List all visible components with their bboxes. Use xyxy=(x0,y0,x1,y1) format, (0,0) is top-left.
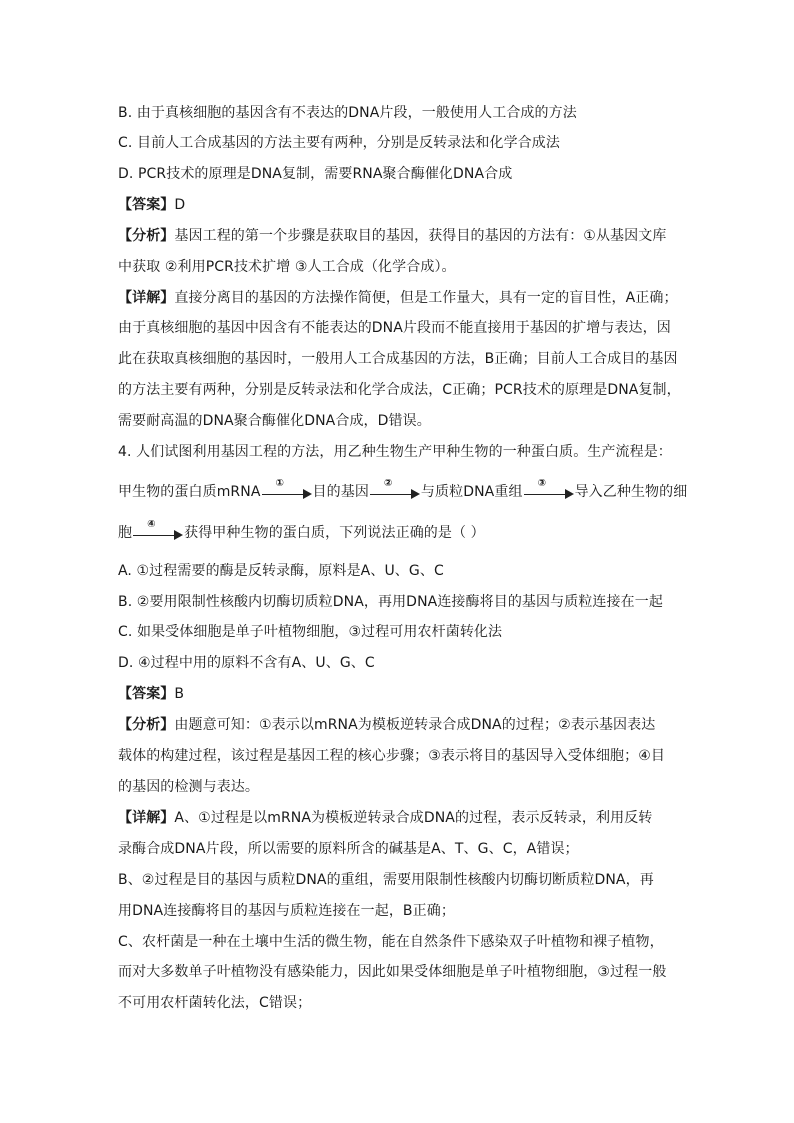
line-text: 而对大多数单子叶植物没有感染能力，因此如果受体细胞是单子叶植物细胞，③过程一般 xyxy=(118,964,667,980)
line-text: 此在获取真核细胞的基因时，一般用人工合成基因的方法，B正确；目前人工合成目的基因 xyxy=(118,351,678,367)
line-text: 4. 人们试图利用基因工程的方法，用乙种生物生产甲种生物的一种蛋白质。生产流程是： xyxy=(118,444,672,460)
text2-line-14 xyxy=(118,993,311,1013)
text2-line-1 xyxy=(118,592,663,612)
text2-line-8 xyxy=(118,808,652,828)
flow-arrow-3-label: ③ xyxy=(537,478,547,489)
text2-line-0 xyxy=(118,561,444,581)
line-text: B、②过程是目的基因与质粒DNA的重组，需要用限制性核酸内切酶切断质粒DNA，再 xyxy=(118,872,654,888)
line-text: C. 目前人工合成基因的方法主要有两种，分别是反转录法和化学合成法 xyxy=(118,135,560,151)
line-text: 由于真核细胞的基因中因含有不能表达的DNA片段而不能直接用于基因的扩增与表达，因 xyxy=(118,320,671,336)
text-line-3 xyxy=(118,195,185,215)
text-line-6 xyxy=(118,288,678,308)
text-line-8 xyxy=(118,349,678,369)
section-tag: 【详解】 xyxy=(118,810,175,826)
flow-line-2 xyxy=(118,519,485,543)
line-text: A. ①过程需要的酶是反转录酶，原料是A、U、G、C xyxy=(118,563,444,579)
text2-line-7 xyxy=(118,777,259,797)
flow-arrow-2-label: ② xyxy=(383,478,393,489)
text-line-7 xyxy=(118,318,671,338)
section-tag: 【详解】 xyxy=(118,290,175,306)
line-text: 中获取 ②利用PCR技术扩增 ③人工合成（化学合成）。 xyxy=(118,259,456,275)
flow-arrow-1-label: ① xyxy=(275,478,285,489)
flow-step-result: 获得甲种生物的蛋白质，下列说法正确的是（ ） xyxy=(184,525,485,541)
text2-line-11 xyxy=(118,901,455,921)
line-text: 不可用农杆菌转化法，C错误； xyxy=(118,995,312,1011)
line-text: B. ②要用限制性核酸内切酶切质粒DNA，再用DNA连接酶将目的基因与质粒连接在一起 xyxy=(118,594,663,610)
section-tag: 【分析】 xyxy=(118,717,175,733)
flow-step-cell: 胞 xyxy=(118,525,133,541)
text-line-5 xyxy=(118,257,456,277)
text2-line-12 xyxy=(118,932,664,952)
text2-line-5 xyxy=(118,715,655,735)
line-text: 载体的构建过程，该过程是基因工程的核心步骤；③表示将目的基因导入受体细胞；④目 xyxy=(118,748,665,764)
line-text: 基因工程的第一个步骤是获取目的基因，获得目的基因的方法有：①从基因文库 xyxy=(174,228,667,244)
text2-line-2 xyxy=(118,622,502,642)
text-line-4 xyxy=(118,226,666,246)
line-text: 直接分离目的基因的方法操作简便，但是工作量大，具有一定的盲目性，A正确； xyxy=(174,290,678,306)
flow-step-import: 导入乙种生物的细 xyxy=(574,484,688,500)
line-text: 的基因的检测与表达。 xyxy=(118,779,259,795)
flow-step-recombine: 与质粒DNA重组 xyxy=(420,484,523,500)
text2-line-4 xyxy=(118,684,184,704)
line-text: C. 如果受体细胞是单子叶植物细胞，③过程可用农杆菌转化法 xyxy=(118,624,503,640)
line-text: 的方法主要有两种，分别是反转录法和化学合成法，C正确；PCR技术的原理是DNA复制， xyxy=(118,382,681,398)
line-text: B xyxy=(174,686,185,702)
flow-arrow-1 xyxy=(262,478,312,499)
text2-line-9 xyxy=(118,839,579,859)
flow-line-1 xyxy=(118,478,688,502)
flow-arrow-2 xyxy=(370,478,420,499)
text2-line-13 xyxy=(118,962,666,982)
section-tag: 【分析】 xyxy=(118,228,175,244)
text2-line-10 xyxy=(118,870,654,890)
flow-step-target-gene: 目的基因 xyxy=(312,484,369,500)
line-text: 用DNA连接酶将目的基因与质粒连接在一起，B正确； xyxy=(118,903,455,919)
text-line-10 xyxy=(118,411,431,431)
text2-line-6 xyxy=(118,746,665,766)
text-line-2 xyxy=(118,164,512,184)
text-line-11 xyxy=(118,442,672,462)
flow-arrow-4-label: ④ xyxy=(147,519,156,530)
line-text: 需要耐高温的DNA聚合酶催化DNA合成，D错误。 xyxy=(118,413,431,429)
text-line-0 xyxy=(118,103,577,123)
flow-arrow-4 xyxy=(133,519,183,540)
text-line-1 xyxy=(118,133,560,153)
line-text: C、农杆菌是一种在土壤中生活的微生物，能在自然条件下感染双子叶植物和裸子植物， xyxy=(118,934,664,950)
line-text: A、①过程是以mRNA为模板逆转录合成DNA的过程，表示反转录，利用反转 xyxy=(174,810,653,826)
line-text: D xyxy=(174,197,186,213)
section-tag: 【答案】 xyxy=(118,197,175,213)
line-text: D. PCR技术的原理是DNA复制，需要RNA聚合酶催化DNA合成 xyxy=(118,166,513,182)
section-tag: 【答案】 xyxy=(118,686,175,702)
text2-line-3 xyxy=(118,653,375,673)
line-text: D. ④过程中用的原料不含有A、U、G、C xyxy=(118,655,375,671)
flow-arrow-3 xyxy=(524,478,574,499)
line-text: 录酶合成DNA片段，所以需要的原料所含的碱基是A、T、G、C，A错误； xyxy=(118,841,579,857)
line-text: B. 由于真核细胞的基因含有不表达的DNA片段，一般使用人工合成的方法 xyxy=(118,105,577,121)
text-line-9 xyxy=(118,380,681,400)
flow-step-protein-mrna: 甲生物的蛋白质mRNA xyxy=(118,484,261,500)
line-text: 由题意可知：①表示以mRNA为模板逆转录合成DNA的过程；②表示基因表达 xyxy=(174,717,656,733)
